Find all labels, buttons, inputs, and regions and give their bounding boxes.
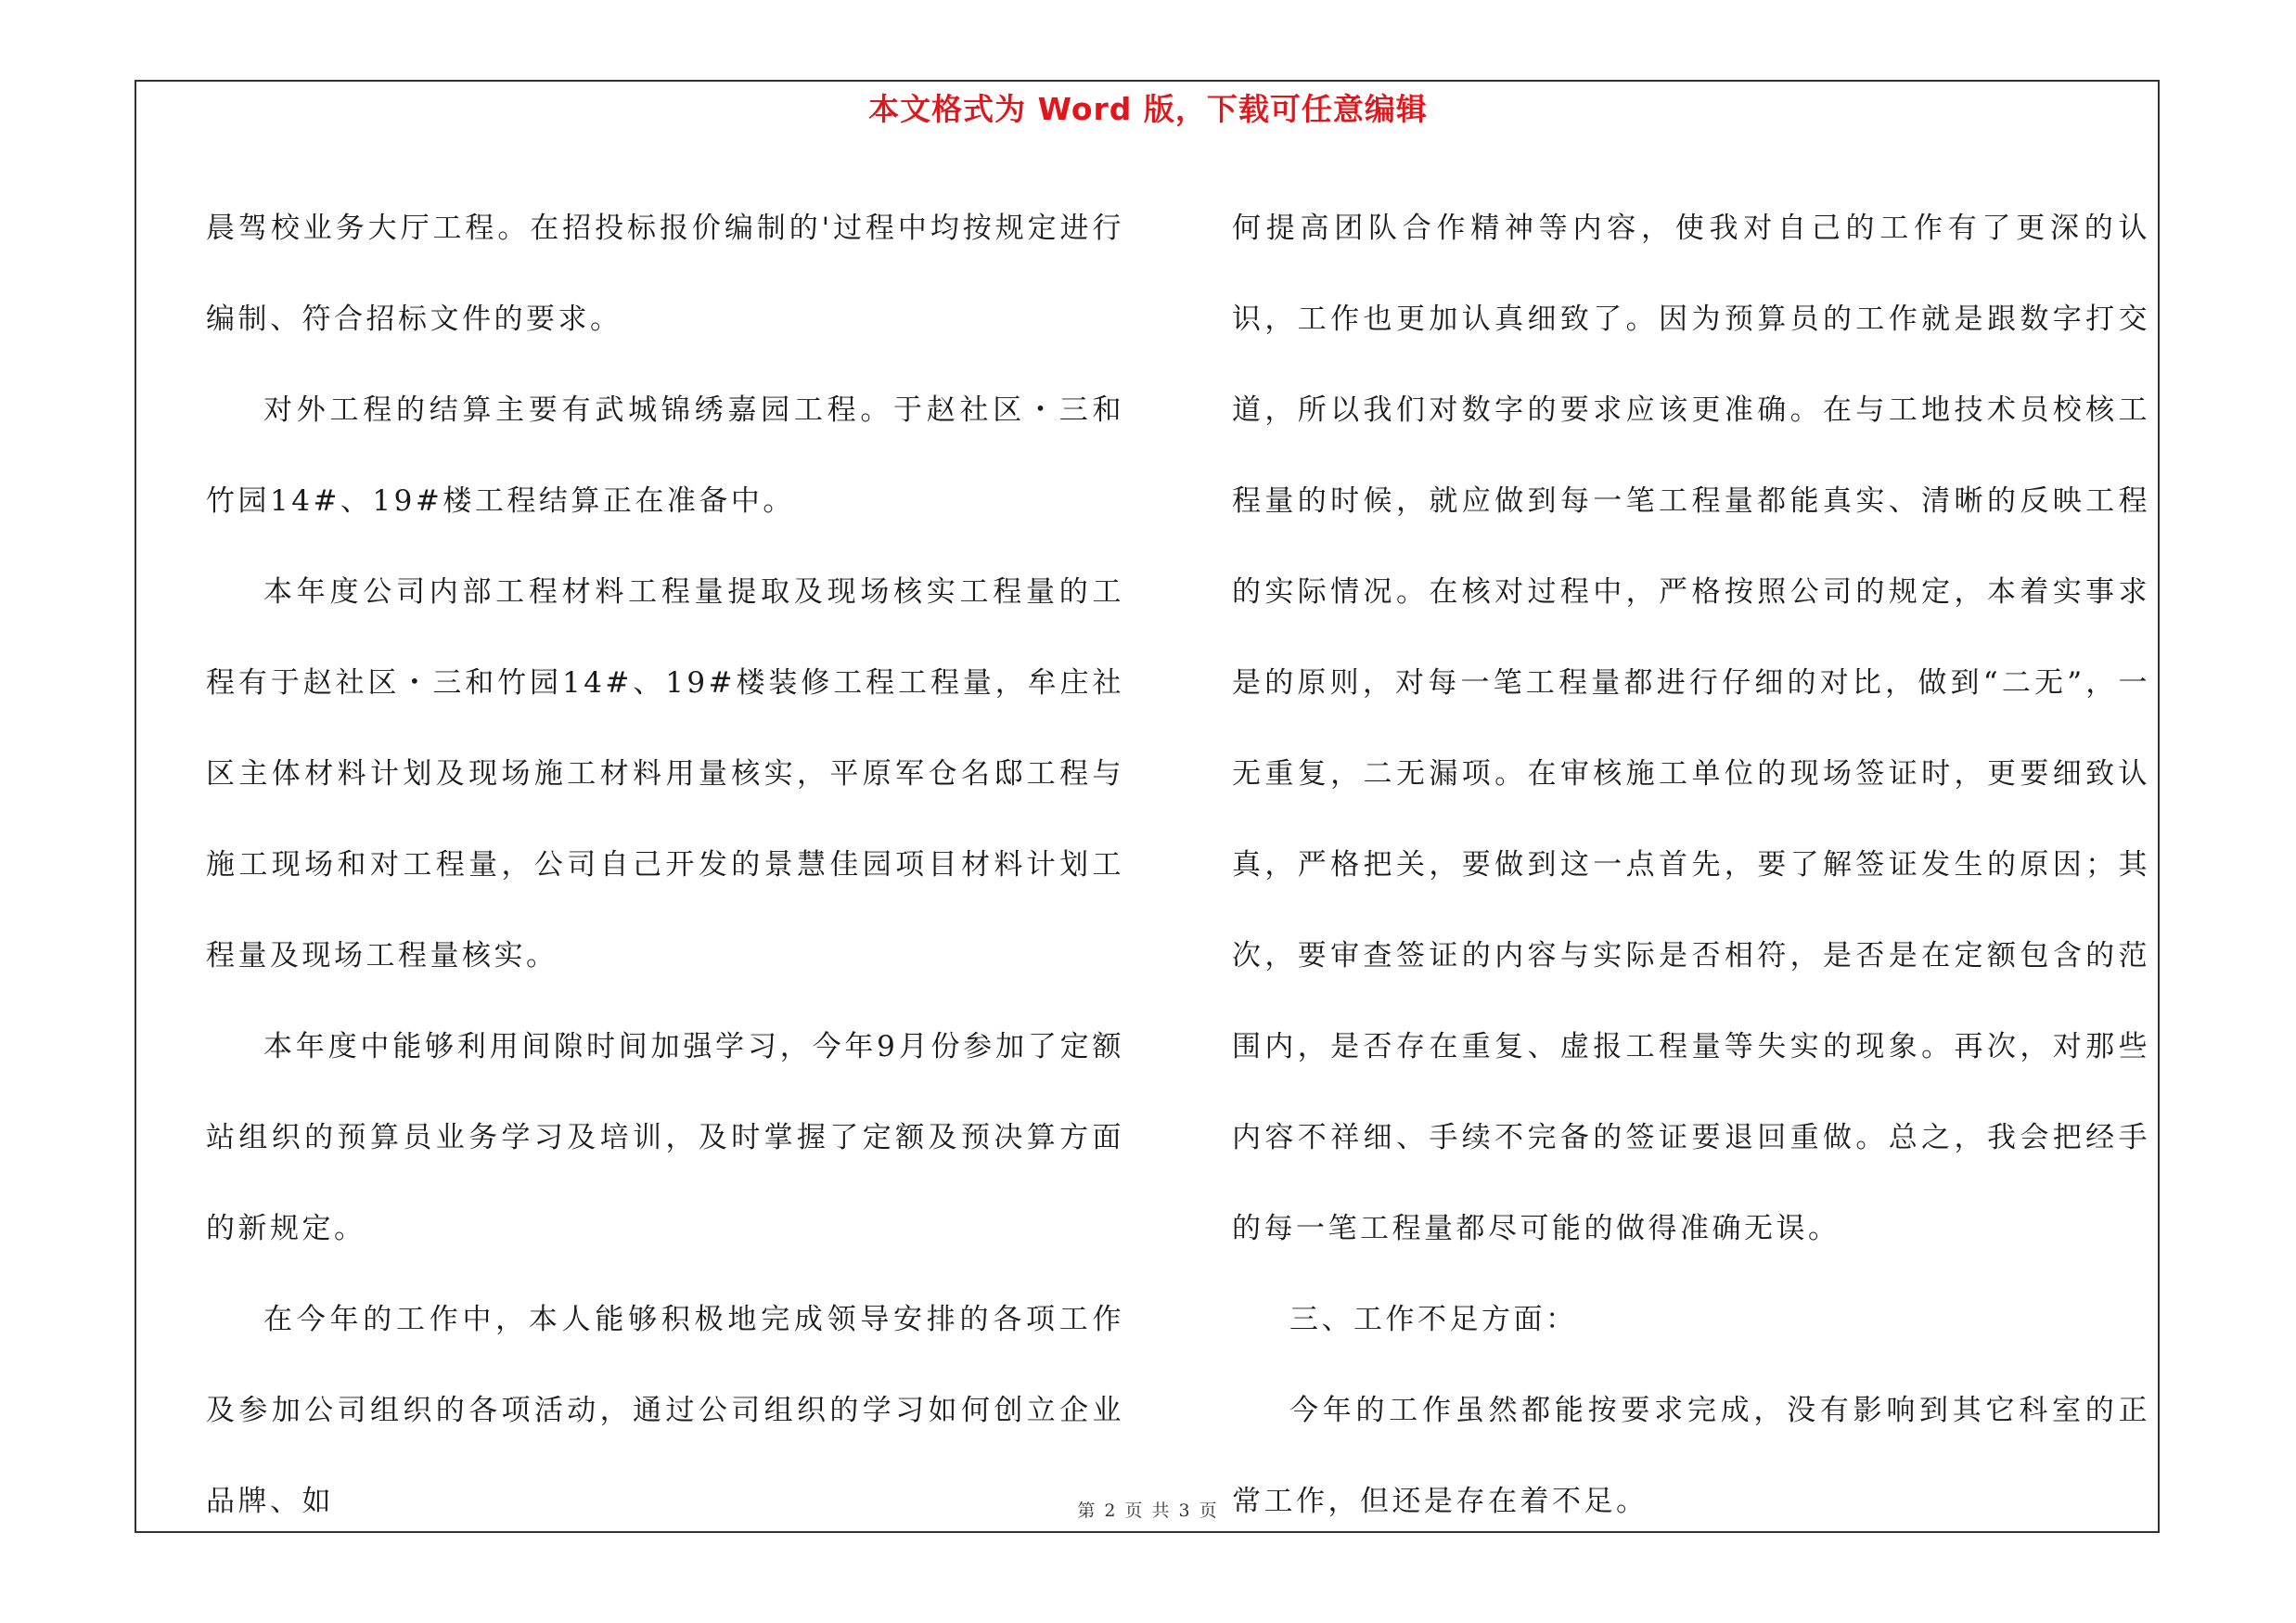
paragraph: 本年度公司内部工程材料工程量提取及现场核实工程量的工程有于赵社区・三和竹园14#、19#楼装修工程工程量，牟庄社区主体材料计划及现场施工材料用量核实，平原军仓名邸工程与施工现场和对工程量，公司自己开发的景慧佳园项目材料计划工程量及现场工程量核实。 xyxy=(206,575,1124,973)
page-number-footer: 第 2 页 共 3 页 xyxy=(1077,1501,1219,1521)
paragraph: 在今年的工作中，本人能够积极地完成领导安排的各项工作及参加公司组织的各项活动，通过公司组织的学习如何创立企业品牌、如 xyxy=(206,1303,1124,1518)
paragraph: 何提高团队合作精神等内容，使我对自己的工作有了更深的认识，工作也更加认真细致了。因为预算员的工作就是跟数字打交道，所以我们对数字的要求应该更准确。在与工地技术员校核工程量的时候，就应做到每一笔工程量都能真实、清晰的反映工程的实际情况。在核对过程中，严格按照公司的规定，本着实事求是的原则，对每一笔工程量都进行仔细的对比，做到“二无”，一无重复，二无漏项。在审核施工单位的现场签证时，更要细致认真，严格把关，要做到这一点首先，要了解签证发生的原因；其次，要审查签证的内容与实际是否相符，是否是在定额包含的范围内，是否存在重复、虚报工程量等失实的现象。再次，对那些内容不祥细、手续不完备的签证要退回重做。总之，我会把经手的每一笔工程量都尽可能的做得准确无误。 xyxy=(1232,212,2150,1245)
paragraph: 对外工程的结算主要有武城锦绣嘉园工程。于赵社区・三和竹园14#、19#楼工程结算正在准备中。 xyxy=(206,393,1124,518)
paragraph: 本年度中能够利用间隙时间加强学习，今年9月份参加了定额站组织的预算员业务学习及培训，及时掌握了定额及预决算方面的新规定。 xyxy=(206,1030,1124,1245)
right-column xyxy=(1232,183,2150,1547)
paragraph: 今年的工作虽然都能按要求完成，没有影响到其它科室的正常工作，但还是存在着不足。 xyxy=(1232,1394,2150,1518)
section-heading: 三、工作不足方面： xyxy=(1289,1303,1578,1336)
format-banner: 本文格式为 Word 版，下载可任意编辑 xyxy=(868,91,1428,127)
paragraph: 晨驾校业务大厅工程。在招投标报价编制的'过程中均按规定进行编制、符合招标文件的要求。 xyxy=(206,212,1124,336)
left-column xyxy=(206,183,1124,1547)
